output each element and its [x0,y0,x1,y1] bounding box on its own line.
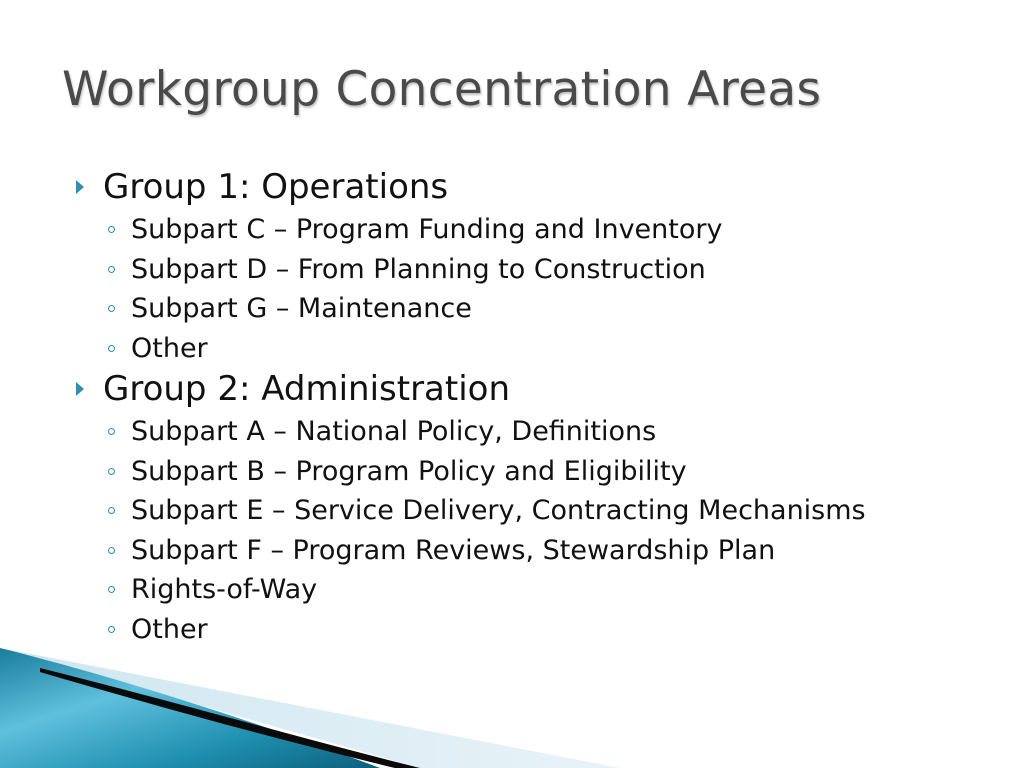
circle-outline-icon [108,626,115,633]
circle-outline-icon [108,428,115,435]
sub-list [76,210,1016,368]
decorative-swoosh [0,648,620,768]
list-item [76,412,1016,452]
list-item [76,491,1016,531]
list-item [76,250,1016,290]
list-item-label: Subpart A – National Policy, Definitions [131,416,657,447]
list-item [76,289,1016,329]
group-administration [76,368,1016,649]
list-item-label: Subpart E – Service Delivery, Contracting Mechanisms [131,495,866,526]
group-heading [76,368,1016,410]
group-heading-label: Group 1: Operations [103,167,449,207]
list-item-label: Other [131,332,208,364]
list-item [76,610,1016,650]
list-item-label: Subpart D – From Planning to Construction [131,253,706,285]
circle-outline-icon [108,507,115,514]
sub-list [76,412,1016,649]
list-item [76,531,1016,571]
circle-outline-icon [108,547,115,554]
group-heading-label: Group 2: Administration [103,369,511,409]
circle-outline-icon [108,468,115,475]
list-item-label: Subpart B – Program Policy and Eligibility [131,455,687,487]
list-item [76,452,1016,492]
list-item-label: Subpart G – Maintenance [131,293,472,324]
list-item-label: Rights-of-Way [131,574,318,605]
triangle-right-icon [76,180,84,194]
circle-outline-icon [108,226,115,233]
group-heading [76,166,1016,208]
list-item-label: Other [131,613,208,645]
list-item-label: Subpart C – Program Funding and Inventory [131,214,723,245]
circle-outline-icon [108,586,115,593]
list-item [76,570,1016,610]
circle-outline-icon [108,266,115,273]
bullet-content [76,166,1016,649]
list-item [76,210,1016,250]
circle-outline-icon [108,305,115,312]
group-operations [76,166,1016,368]
list-item-label: Subpart F – Program Reviews, Stewardship Plan [131,534,776,566]
list-item [76,329,1016,369]
slide-title: Workgroup Concentration Areas [62,62,822,117]
triangle-right-icon [76,382,84,396]
circle-outline-icon [108,345,115,352]
